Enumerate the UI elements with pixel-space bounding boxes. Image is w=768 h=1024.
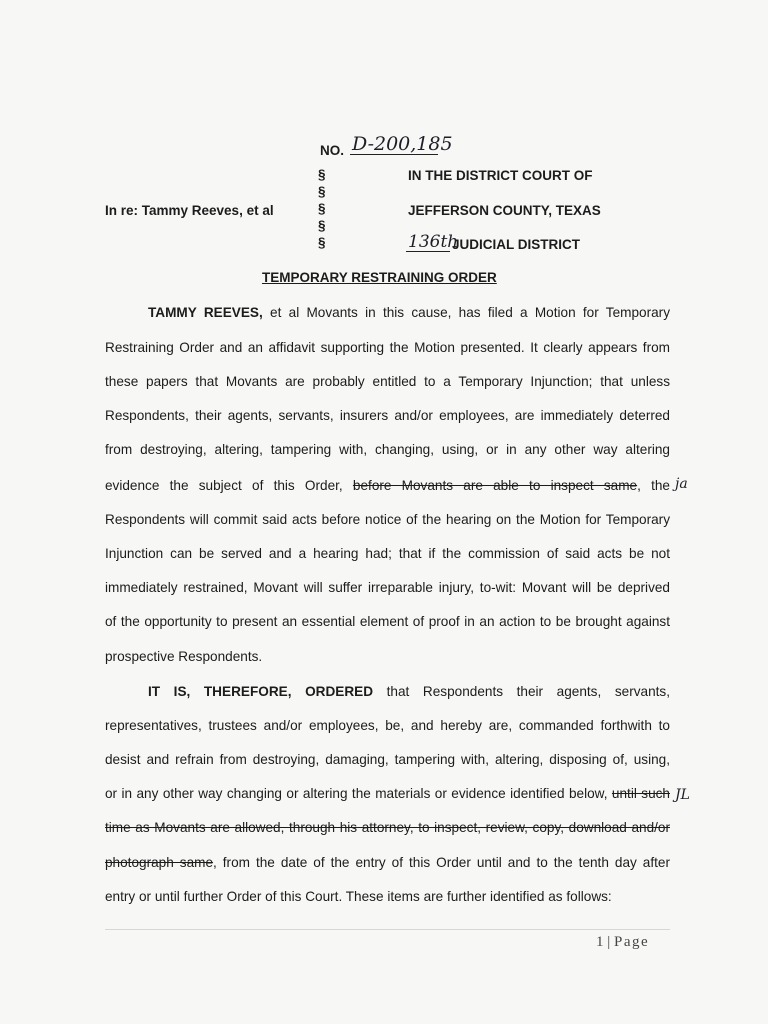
para1-line5: from destroying, altering, tampering with, changing, using, or in any other way altering: [105, 442, 670, 457]
case-style: In re: Tammy Reeves, et al: [105, 203, 274, 218]
para1-line8: Injunction can be served and a hearing had; that if the commission of said acts be not: [105, 546, 670, 561]
court-name-line3: JUDICIAL DISTRICT: [452, 237, 581, 252]
page-footer: [596, 934, 649, 951]
court-name-line2: JEFFERSON COUNTY, TEXAS: [408, 203, 601, 218]
para1-line6-end: , the: [637, 478, 670, 493]
section-symbol: §: [318, 184, 326, 199]
case-number-label: NO.: [320, 143, 345, 158]
para1-line11: prospective Respondents.: [105, 649, 263, 664]
para2-line3: desist and refrain from destroying, damaging, tampering with, altering, disposing of, using,: [105, 752, 670, 767]
struck-text: until such: [611, 786, 670, 801]
struck-text: photograph same: [105, 855, 214, 870]
page-number: 1: [596, 934, 604, 950]
para1-line3: these papers that Movants are probably entitled to a Temporary Injunction; that unless: [105, 374, 670, 389]
section-symbol: §: [318, 167, 326, 182]
para1-line7: Respondents will commit said acts before notice of the hearing on the Motion for Temporary: [105, 512, 670, 527]
para1-line2: Restraining Order and an affidavit supporting the Motion presented. It clearly appears from: [105, 340, 670, 355]
para2-line1-text: that Respondents their agents, servants,: [373, 684, 670, 699]
court-name-line1: IN THE DISTRICT COURT OF: [408, 168, 593, 183]
order-phrase: IT IS, THEREFORE, ORDERED: [148, 684, 374, 699]
para2-line5: time as Movants are allowed, through his attorney, to inspect, review, copy, download and/or: [105, 820, 670, 835]
para1-line6: [105, 478, 670, 498]
para2-line1: [105, 684, 670, 704]
para2-line7: entry or until further Order of this Court. These items are further identified as follows:: [105, 889, 612, 904]
movant-name: TAMMY REEVES,: [148, 305, 263, 320]
para2-line6: [105, 855, 670, 875]
section-symbol: §: [318, 235, 326, 250]
para1-line1: [105, 305, 670, 325]
footer-rule: [105, 929, 670, 930]
section-symbol: §: [318, 218, 326, 233]
para2-line4-text: or in any other way changing or altering the materials or evidence identified below,: [105, 786, 612, 801]
document-title: TEMPORARY RESTRAINING ORDER: [262, 270, 497, 285]
section-symbol: §: [318, 201, 326, 216]
para2-line4: [105, 786, 670, 806]
case-number-handwritten: D-200,185: [352, 133, 453, 155]
district-number-underline: [406, 251, 450, 252]
handwritten-initials: JL: [675, 787, 690, 803]
struck-text: before Movants are able to inspect same: [352, 478, 638, 493]
para1-line6-text: evidence the subject of this Order,: [105, 478, 353, 493]
para1-line1-text: et al Movants in this cause, has filed a Motion for Temporary: [262, 305, 670, 320]
district-number-handwritten: 136th: [408, 232, 459, 252]
para1-line10: of the opportunity to present an essential element of proof in an action to be brought against: [105, 614, 670, 629]
handwritten-initials: ja: [675, 476, 688, 492]
case-number-underline: [350, 154, 438, 155]
para1-line4: Respondents, their agents, servants, insurers and/or employees, are immediately deterred: [105, 408, 670, 423]
para1-line9: immediately restrained, Movant will suffer irreparable injury, to-wit: Movant will be deprived: [105, 580, 670, 595]
para2-line6-text: , from the date of the entry of this Order until and to the tenth day after: [213, 855, 670, 870]
page-separator: |: [607, 934, 611, 950]
page-label: Page: [614, 934, 650, 950]
para2-line2: representatives, trustees and/or employees, be, and hereby are, commanded forthwith to: [105, 718, 670, 733]
